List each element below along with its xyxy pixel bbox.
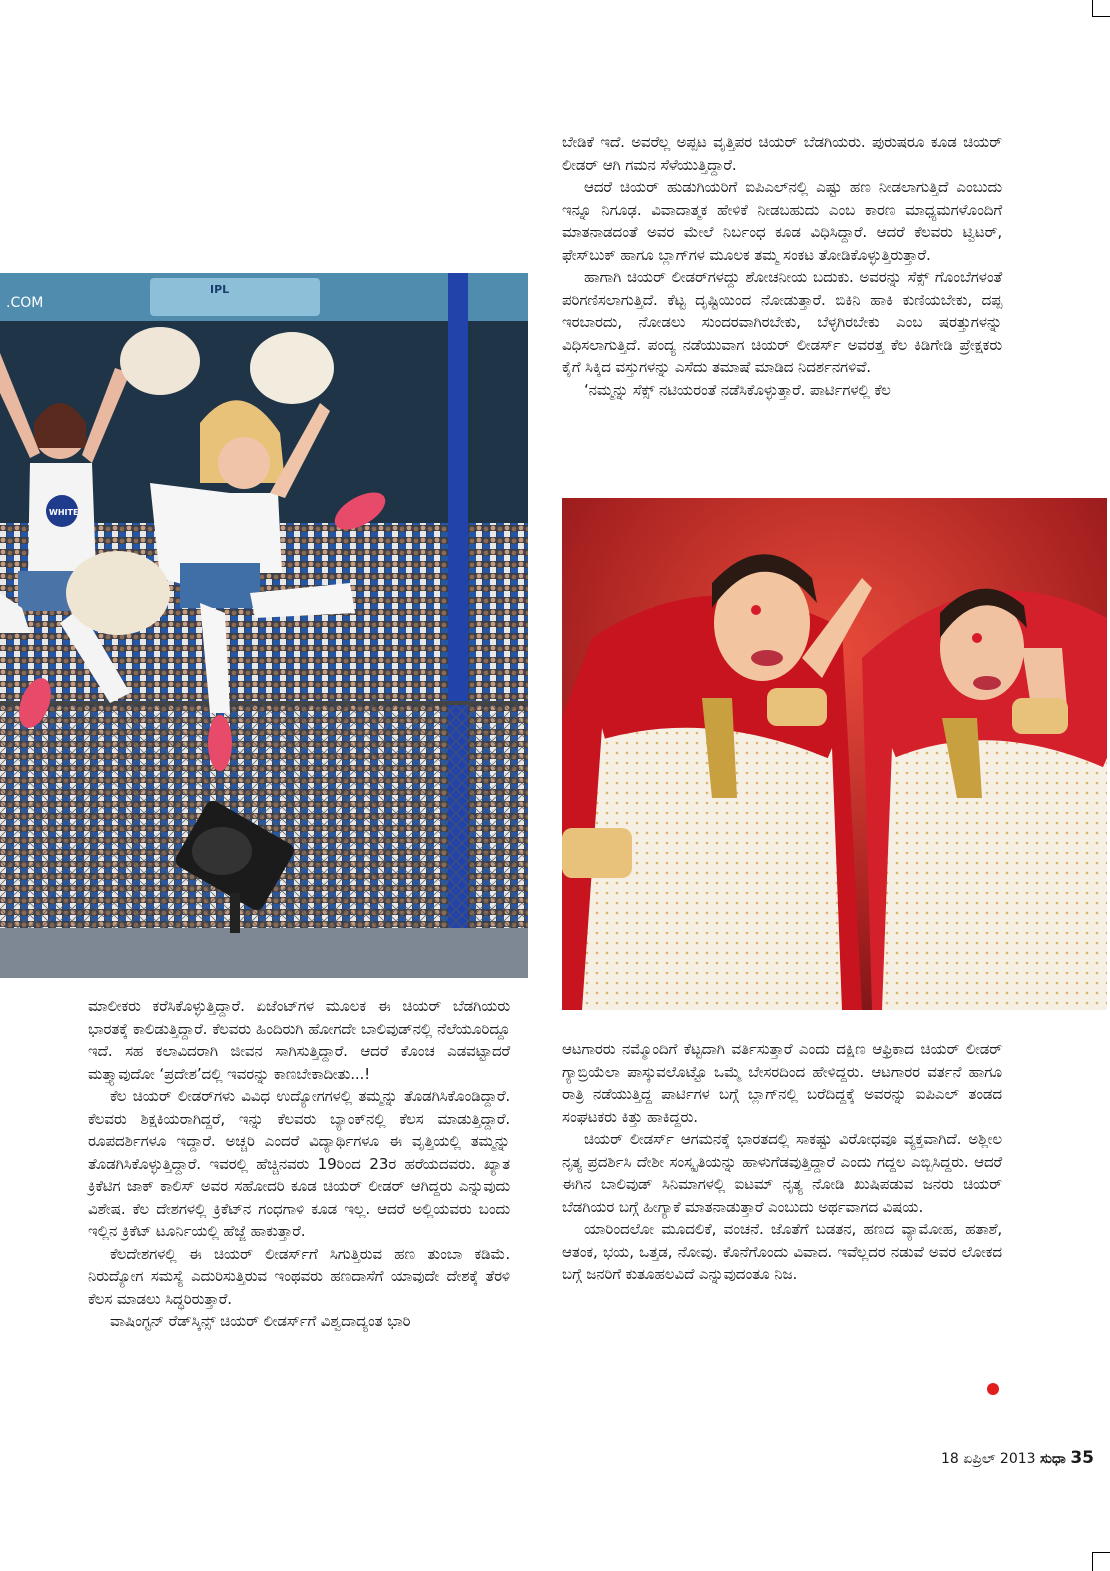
dancer-figure: [862, 589, 1107, 1010]
crop-mark: [1092, 1552, 1093, 1571]
paragraph: ಯಾರಿಂದಲೋ ಮೂದಲಿಕೆ, ವಂಚನೆ. ಜೊತೆಗೆ ಬಡತನ, ಹಣದ ವ್ಯಾಮೋಹ, ಹತಾಶೆ, ಆತಂಕ, ಭಯ, ಒತ್ತಡ, ನೋವು. ಕೊನೆಗೊಂದು ವಿವಾದ. ಇವೆಲ್ಲದರ ನಡುವೆ ಅವರ ಲೋಕದ ಬಗ್ಗೆ ಜನರಿಗೆ ಕುತೂಹಲವಿದೆ ಎನ್ನುವುದಂತೂ ನಿಜ.: [562, 1220, 1002, 1283]
paragraph: ಆದರೆ ಚಿಯರ್ ಹುಡುಗಿಯರಿಗೆ ಐಪಿಎಲ್‌ನಲ್ಲಿ ಎಷ್ಟು ಹಣ ನೀಡಲಾಗುತ್ತಿದೆ ಎಂಬುದು ಇನ್ನೂ ನಿಗೂಢ. ವಿವಾದಾತ್ಮಕ ಹೇಳಿಕೆ ನೀಡಬಹುದು ಎಂಬ ಕಾರಣ ಮಾಧ್ಯಮಗಳೊಂದಿಗೆ ಮಾತನಾಡದಂತೆ ಅವರ ಮೇಲೆ ನಿರ್ಬಂಧ ಕೂಡ ವಿಧಿಸಿದ್ದಾರೆ. ಆದರೆ ಕೆಲವರು ಟ್ವಿಟರ್, ಫೇಸ್‌ಬುಕ್ ಹಾಗೂ ಬ್ಲಾಗ್‌ಗಳ ಮೂಲಕ ತಮ್ಮ ಸಂಕಟ ತೋಡಿಕೊಳ್ಳುತ್ತಿರುತ್ತಾರೆ.: [562, 178, 1002, 264]
dancers-saree-photo: [562, 498, 1107, 1010]
paragraph: ಮಾಲೀಕರು ಕರೆಸಿಕೊಳ್ಳುತ್ತಿದ್ದಾರೆ. ಏಜೆಂಟ್‌ಗಳ ಮೂಲಕ ಈ ಚಿಯರ್ ಬೆಡಗಿಯರು ಭಾರತಕ್ಕೆ ಕಾಲಿಡುತ್ತಿದ್ದಾರೆ. ಕೆಲವರು ಹಿಂದಿರುಗಿ ಹೋಗದೇ ಬಾಲಿವುಡ್‌ನಲ್ಲಿ ನೆಲೆಯೂರಿದ್ದೂ ಇದೆ. ಸಹ ಕಲಾವಿದರಾಗಿ ಜೀವನ ಸಾಗಿಸುತ್ತಿದ್ದಾರೆ. ಆದರೆ ಕೊಂಚ ಎಡವಟ್ಟಾದರೆ ಮತ್ತ್ಯಾವುದೋ ‘ಪ್ರದೇಶ’ದಲ್ಲಿ ಇವರನ್ನು ಕಾಣಬೇಕಾದೀತು...!: [88, 997, 510, 1083]
article-column-right-bottom: [562, 1038, 1002, 1286]
dancers-saree-illustration: [562, 498, 1107, 1010]
crop-mark: [1092, 1552, 1110, 1553]
shirt-text: WHITE: [49, 508, 79, 517]
article-column-right-top: [562, 131, 1002, 401]
crop-mark: [1092, 0, 1093, 16]
paragraph: ಆಟಗಾರರು ನಮ್ಮೊಂದಿಗೆ ಕೆಟ್ಟದಾಗಿ ವರ್ತಿಸುತ್ತಾರೆ ಎಂದು ದಕ್ಷಿಣ ಆಫ್ರಿಕಾದ ಚಿಯರ್ ಲೀಡರ್ ಗ್ಯಾಬ್ರಿಯೆಲಾ ಪಾಸ್ಕುವಲೊಟ್ಟೊ ಒಮ್ಮೆ ಬೇಸರದಿಂದ ಹೇಳಿದ್ದರು. ಆಟಗಾರರ ವರ್ತನೆ ಹಾಗೂ ರಾತ್ರಿ ನಡೆಯುತ್ತಿದ್ದ ಪಾರ್ಟಿಗಳ ಬಗ್ಗೆ ಬ್ಲಾಗ್‌ನಲ್ಲಿ ಬರೆದಿದ್ದಕ್ಕೆ ಅವರನ್ನು ಐಪಿಎಲ್ ತಂಡದ ಸಂಘಟಕರು ಕಿತ್ತು ಹಾಕಿದ್ದರು.: [562, 1040, 1002, 1126]
paragraph: ಕೆಲ ಚಿಯರ್ ಲೀಡರ್‌ಗಳು ವಿವಿಧ ಉದ್ಯೋಗಗಳಲ್ಲಿ ತಮ್ಮನ್ನು ತೊಡಗಿಸಿಕೊಂಡಿದ್ದಾರೆ. ಕೆಲವರು ಶಿಕ್ಷಕಿಯರಾಗಿದ್ದರೆ, ಇನ್ನು ಕೆಲವರು ಬ್ಯಾಂಕ್‌ನಲ್ಲಿ ಕೆಲಸ ಮಾಡುತ್ತಿದ್ದಾರೆ. ರೂಪದರ್ಶಿಗಳೂ ಇದ್ದಾರೆ. ಅಚ್ಚರಿ ಎಂದರೆ ವಿದ್ಯಾರ್ಥಿಗಳೂ ಈ ವೃತ್ತಿಯಲ್ಲಿ ತಮ್ಮನ್ನು ತೊಡಗಿಸಿಕೊಳ್ಳುತ್ತಿದ್ದಾರೆ. ಇವರಲ್ಲಿ ಹೆಚ್ಚಿನವರು 19ರಿಂದ 23ರ ಹರೆಯದವರು. ಖ್ಯಾತ ಕ್ರಿಕೆಟಿಗ ಜಾಕ್ ಕಾಲಿಸ್ ಅವರ ಸಹೋದರಿ ಕೂಡ ಚಿಯರ್ ಲೀಡರ್ ಆಗಿದ್ದರು ಎನ್ನುವುದು ವಿಶೇಷ. ಕೆಲ ದೇಶಗಳಲ್ಲಿ ಕ್ರಿಕೆಟ್‌ನ ಗಂಧಗಾಳಿ ಕೂಡ ಇಲ್ಲ. ಆದರೆ ಅಲ್ಲಿಯವರು ಬಂದು ಇಲ್ಲಿನ ಕ್ರಿಕೆಟ್ ಟೂರ್ನಿಯಲ್ಲಿ ಹೆಜ್ಜೆ ಹಾಕುತ್ತಾರೆ.: [88, 1087, 510, 1240]
page-footer: [941, 1448, 1094, 1468]
ipl-logo-text: IPL: [210, 283, 230, 296]
banner-text: .COM: [6, 295, 44, 311]
paragraph: ಚಿಯರ್ ಲೀಡರ್ಸ್ ಆಗಮನಕ್ಕೆ ಭಾರತದಲ್ಲಿ ಸಾಕಷ್ಟು ವಿರೋಧವೂ ವ್ಯಕ್ತವಾಗಿದೆ. ಅಶ್ಲೀಲ ನೃತ್ಯ ಪ್ರದರ್ಶಿಸಿ ದೇಶೀ ಸಂಸ್ಕೃತಿಯನ್ನು ಹಾಳುಗೆಡವುತ್ತಿದ್ದಾರೆ ಎಂದು ಗದ್ದಲ ಎಬ್ಬಿಸಿದ್ದರು. ಆದರೆ ಈಗಿನ ಬಾಲಿವುಡ್ ಸಿನಿಮಾಗಳಲ್ಲಿ ಐಟಮ್ ನೃತ್ಯ ನೋಡಿ ಖುಷಿಪಡುವ ಜನರು ಚಿಯರ್ ಬೆಡಗಿಯರ ಬಗ್ಗೆ ಹೀಗ್ಯಾಕೆ ಮಾತನಾಡುತ್ತಾರೆ ಎಂಬುದು ಅರ್ಥವಾಗದ ವಿಷಯ.: [562, 1130, 1002, 1216]
paragraph: ವಾಷಿಂಗ್ಟನ್ ರೆಡ್‌ಸ್ಕಿನ್ಸ್ ಚಿಯರ್ ಲೀಡರ್ಸ್‌ಗೆ ವಿಶ್ವದಾದ್ಯಂತ ಭಾರಿ: [110, 1312, 411, 1330]
issue-date: 18 ಏಪ್ರಿಲ್ 2013: [940, 1451, 1036, 1467]
cheerleaders-stadium-photo: [0, 273, 528, 978]
crop-mark: [1092, 16, 1110, 17]
paragraph: ‘ನಮ್ಮನ್ನು ಸೆಕ್ಸ್ ನಟಿಯರಂತೆ ನಡೆಸಿಕೊಳ್ಳುತ್ತಾರೆ. ಪಾರ್ಟಿಗಳಲ್ಲಿ ಕೆಲ: [584, 380, 891, 399]
article-column-left-bottom: [88, 995, 510, 1333]
magazine-name: ಸುಧಾ: [1040, 1451, 1066, 1467]
paragraph: ಕೆಲದೇಶಗಳಲ್ಲಿ ಈ ಚಿಯರ್ ಲೀಡರ್ಸ್‌ಗೆ ಸಿಗುತ್ತಿರುವ ಹಣ ತುಂಬಾ ಕಡಿಮೆ. ನಿರುದ್ಯೋಗ ಸಮಸ್ಯೆ ಎದುರಿಸುತ್ತಿರುವ ಇಂಥವರು ಹಣದಾಸೆಗೆ ಯಾವುದೇ ದೇಶಕ್ಕೆ ತೆರಳಿ ಕೆಲಸ ಮಾಡಲು ಸಿದ್ಧರಿರುತ್ತಾರೆ.: [88, 1244, 510, 1308]
cheerleaders-stadium-illustration: [0, 273, 528, 978]
page-number: 35: [1070, 1448, 1094, 1468]
paragraph: ಹಾಗಾಗಿ ಚಿಯರ್ ಲೀಡರ್‌ಗಳದ್ದು ಶೋಚನೀಯ ಬದುಕು. ಅವರನ್ನು ಸೆಕ್ಸ್ ಗೊಂಬೆಗಳಂತೆ ಪರಿಗಣಿಸಲಾಗುತ್ತಿದೆ. ಕೆಟ್ಟ ದೃಷ್ಟಿಯಿಂದ ನೋಡುತ್ತಾರೆ. ಬಿಕಿನಿ ಹಾಕಿ ಕುಣಿಯಬೇಕು, ದಪ್ಪ ಇರಬಾರದು, ನೋಡಲು ಸುಂದರವಾಗಿರಬೇಕು, ಬೆಳ್ಳಗಿರಬೇಕು ಎಂಬ ಷರತ್ತುಗಳನ್ನು ವಿಧಿಸಲಾಗುತ್ತಿದೆ. ಪಂದ್ಯ ನಡೆಯುವಾಗ ಚಿಯರ್ ಲೀಡರ್ಸ್ ಅವರತ್ತ ಕೆಲ ಕಿಡಿಗೇಡಿ ಪ್ರೇಕ್ಷಕರು ಕೈಗೆ ಸಿಕ್ಕಿದ ವಸ್ತುಗಳನ್ನು ಎಸೆದು ತಮಾಷೆ ಮಾಡಿದ ನಿದರ್ಶನಗಳಿವೆ.: [562, 268, 1002, 376]
paragraph: ಬೇಡಿಕೆ ಇದೆ. ಅವರೆಲ್ಲ ಅಪ್ಪಟ ವೃತ್ತಿಪರ ಚಿಯರ್ ಬೆಡಗಿಯರು. ಪುರುಷರೂ ಕೂಡ ಚಿಯರ್ ಲೀಡರ್ ಆಗಿ ಗಮನ ಸೆಳೆಯುತ್ತಿದ್ದಾರೆ.: [562, 133, 1002, 174]
end-mark-dot-icon: [987, 1383, 999, 1395]
